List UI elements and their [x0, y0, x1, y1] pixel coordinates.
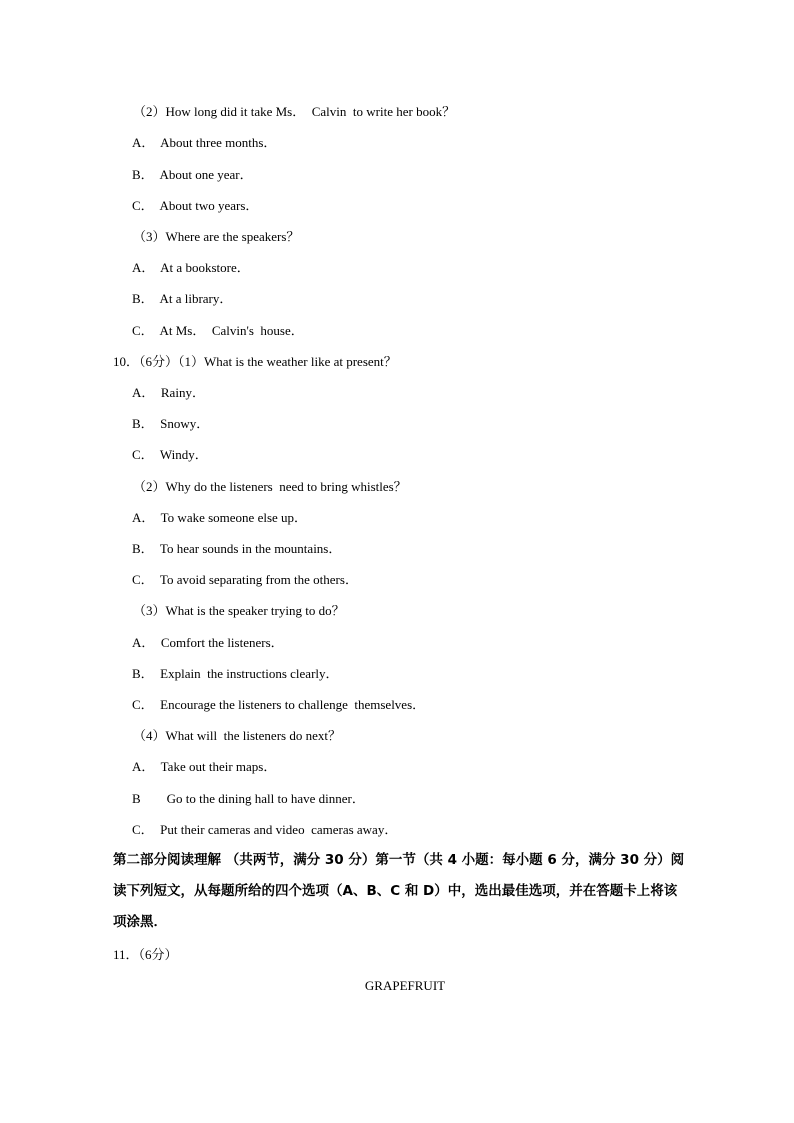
option-b: B． To hear sounds in the mountains．: [132, 541, 342, 556]
question-11-text: 11．（6分）: [113, 947, 178, 962]
option-b: B． Snowy．: [132, 416, 210, 431]
option-c: C． Encourage the listeners to challenge themselves．: [132, 697, 426, 712]
option-c: C． Windy．: [132, 447, 208, 462]
passage-title: GRAPEFRUIT: [364, 978, 446, 993]
question-10-3-text: （3）What is the speaker trying to do？: [133, 603, 345, 618]
section-heading: 第二部分阅读理解 （共两节，满分 30 分）第一节（共 4 小题：每小题 6 分，满分 30 分）阅读下列短文，从每题所给的四个选项（A、B、C 和 D）中，选出最佳选项，并在答题卡上将该项涂黑．: [113, 852, 685, 930]
question-10-4-text: （4）What will the listeners do next？: [133, 728, 341, 743]
option-c: C． To avoid separating from the others．: [132, 572, 358, 587]
option-a: A． About three months．: [132, 135, 277, 150]
question-3-text: （3）Where are the speakers？: [133, 229, 300, 244]
option-c: C． Put their cameras and video cameras away．: [132, 822, 398, 837]
option-a: A． Rainy．: [132, 385, 205, 400]
option-b: B． Explain the instructions clearly．: [132, 666, 339, 681]
option-a: A． Comfort the listeners．: [132, 635, 284, 650]
option-c: C． At Ms． Calvin's house．: [132, 323, 304, 338]
option-b: B Go to the dining hall to have dinner．: [132, 791, 365, 806]
question-10-text: 10．（6分）（1）What is the weather like at present？: [113, 354, 397, 369]
option-b: B． About one year．: [132, 167, 253, 182]
option-b: B． At a library．: [132, 291, 233, 306]
option-a: A． Take out their maps．: [132, 759, 277, 774]
question-2-text: （2）How long did it take Ms． Calvin to write her book？: [133, 104, 456, 119]
option-a: A． To wake someone else up．: [132, 510, 308, 525]
question-10-2-text: （2）Why do the listeners need to bring whistles？: [133, 479, 407, 494]
option-c: C． About two years．: [132, 198, 259, 213]
option-a: A． At a bookstore．: [132, 260, 250, 275]
